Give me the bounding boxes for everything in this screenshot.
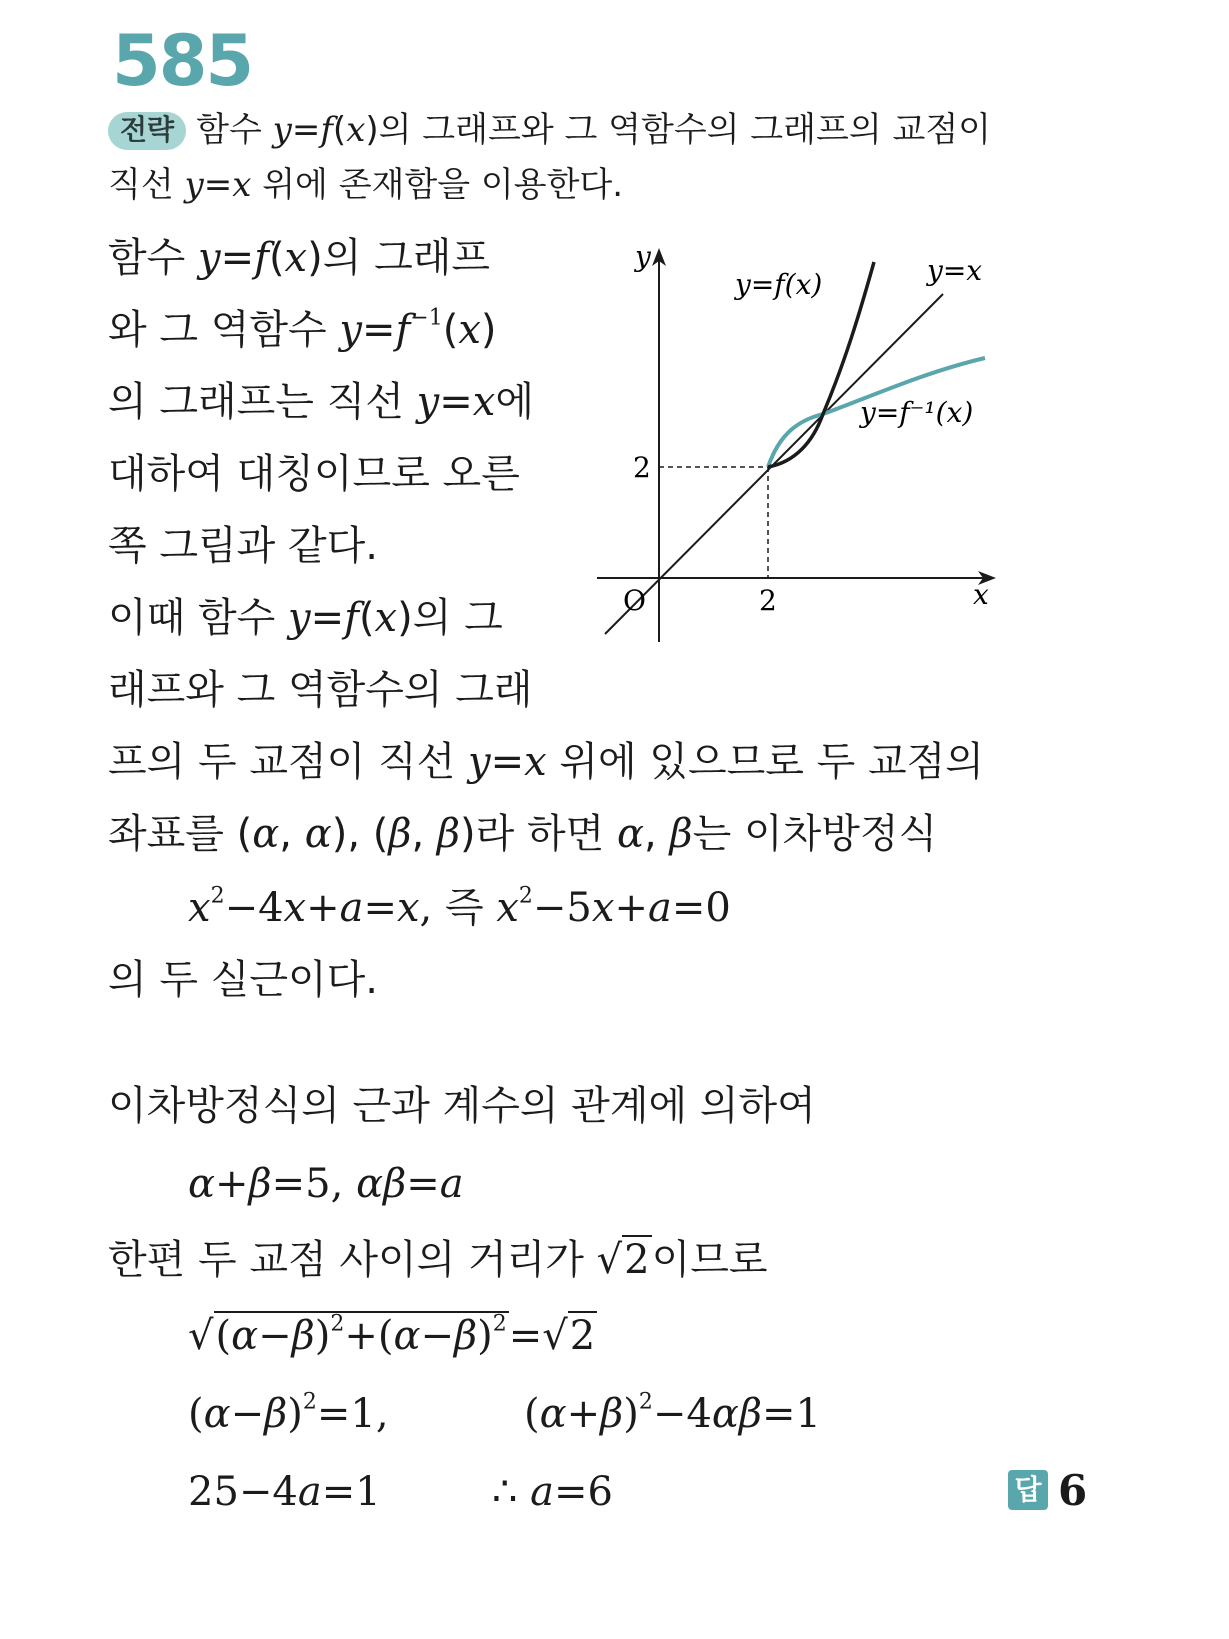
distance-intro: 한편 두 교점 사이의 거리가 √2이므로 <box>108 1237 768 1283</box>
explain-line-4: 대하여 대칭이므로 오른 <box>108 451 520 497</box>
vieta-intro: 이차방정식의 근과 계수의 관계에 의하여 <box>108 1083 816 1129</box>
equation-2: α+β=5, αβ=a <box>188 1161 464 1207</box>
answer-value: 6 <box>1058 1466 1088 1515</box>
strategy-badge: 전략 <box>108 112 186 150</box>
explain-line-6: 이때 함수 y=f(x)의 그 <box>108 595 503 641</box>
after-equation-1: 의 두 실근이다. <box>108 957 378 1003</box>
equation-3: $√(\alpha-\beta)^2+(\alpha-\beta)^2=√2$ <box>188 1311 596 1359</box>
explain-line-7: 래프와 그 역함수의 그래 <box>108 667 533 713</box>
answer-label: 답 <box>1008 1470 1048 1510</box>
label-line: y=x <box>927 254 983 287</box>
label-f: y=f(x) <box>735 268 823 301</box>
equation-1: $x^2-4x+a=x$, 즉 $x^2-5x+a=0$ <box>188 883 731 931</box>
problem-number: 585 <box>112 20 253 102</box>
y-axis-label: y <box>635 240 651 273</box>
graph <box>585 232 1045 662</box>
explain-line-3: 의 그래프는 직선 y=x에 <box>108 379 534 425</box>
tick-x-2: 2 <box>759 584 777 617</box>
equation-4b: $(\alpha+\beta)^2-4\alpha\beta=1$ <box>524 1389 821 1437</box>
explain-line-2: 와 그 역함수 $y=f^{-1}(x)$ <box>108 305 497 353</box>
explain-line-5: 쪽 그림과 같다. <box>108 523 378 569</box>
strategy-text-1: 함수 y=f(x)의 그래프와 그 역함수의 그래프의 교점이 <box>196 110 992 150</box>
label-f-inverse: y=f⁻¹(x) <box>860 396 974 429</box>
strategy-line-1 <box>108 112 991 150</box>
explain-line-1: 함수 y=f(x)의 그래프 <box>108 235 490 281</box>
x-axis-label: x <box>973 578 989 611</box>
explain-line-8: 프의 두 교점이 직선 y=x 위에 있으므로 두 교점의 <box>108 739 984 785</box>
equation-4a: $(\alpha-\beta)^2=1$, <box>188 1389 389 1437</box>
explain-line-9: 좌표를 (α, α), (β, β)라 하면 α, β는 이차방정식 <box>108 811 938 857</box>
answer <box>1008 1466 1088 1515</box>
origin-label: O <box>623 584 646 617</box>
equation-5b: ∴ a=6 <box>492 1469 613 1515</box>
strategy-line-2: 직선 y=x 위에 존재함을 이용한다. <box>108 165 624 205</box>
tick-y-2: 2 <box>633 451 651 484</box>
equation-5a: 25−4a=1 <box>188 1469 381 1515</box>
